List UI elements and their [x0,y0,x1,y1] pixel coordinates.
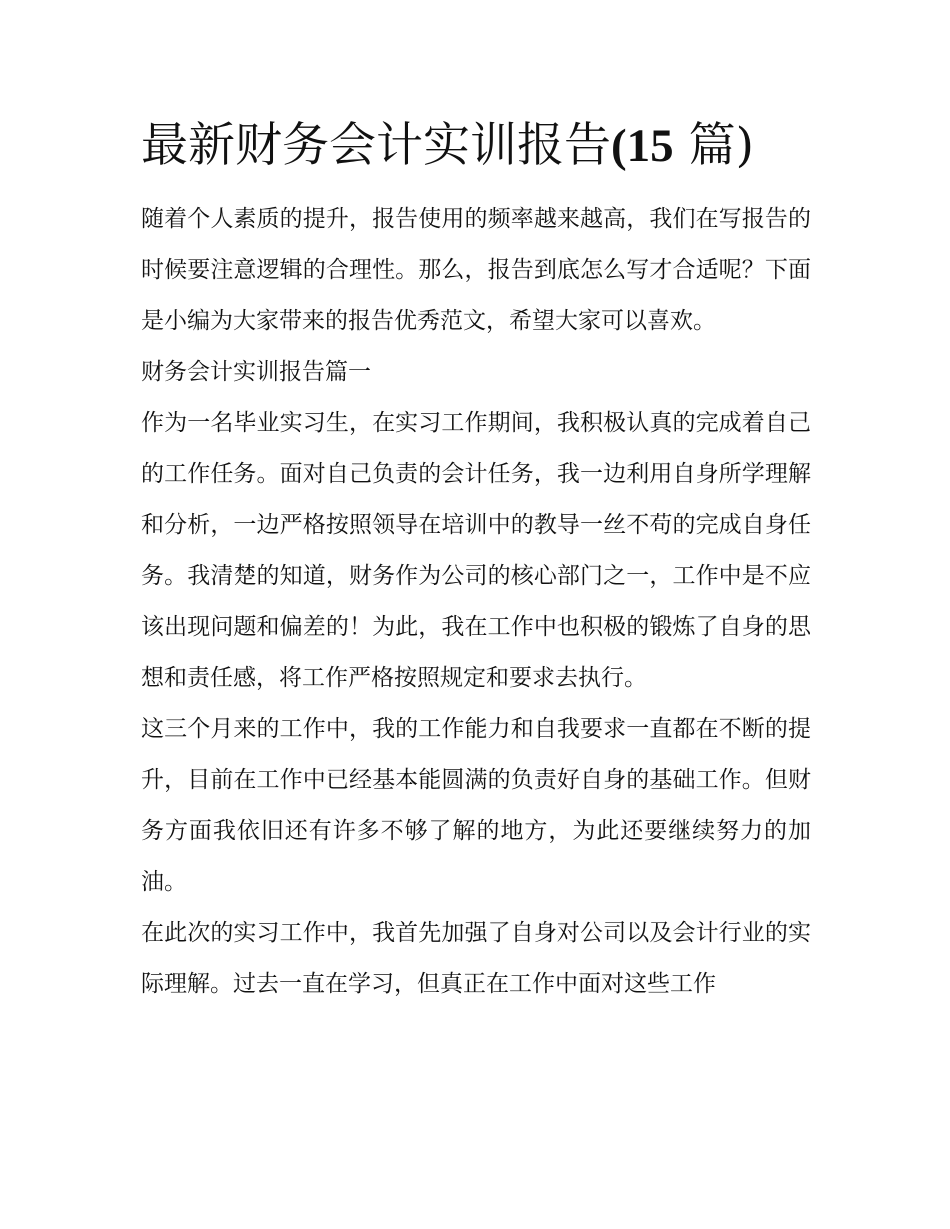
title-text: 最新财务会计实训报告 [141,118,611,173]
body-paragraph: 在此次的实习工作中，我首先加强了自身对公司以及会计行业的实际理解。过去一直在学习，但真正在工作中面对这些工作 [141,920,811,997]
title-count: (15 [611,120,674,172]
section-heading: 财务会计实训报告篇一 [141,359,371,385]
intro-paragraph: 随着个人素质的提升，报告使用的频率越来越高，我们在写报告的时候要注意逻辑的合理性。那么，报告到底怎么写才合适呢？下面是小编为大家带来的报告优秀范文，希望大家可以喜欢。 [141,206,811,334]
document-body [141,112,811,1010]
body-paragraph: 作为一名毕业实习生，在实习工作期间，我积极认真的完成着自己的工作任务。面对自己负责的会计任务，我一边利用自身所学理解和分析，一边严格按照领导在培训中的教导一丝不苟的完成自身任务。我清楚的知道，财务作为公司的核心部门之一，工作中是不应该出现问题和偏差的！为此，我在工作中也积极的锻炼了自身的思想和责任感，将工作严格按照规定和要求去执行。 [141,410,811,691]
body-paragraph: 这三个月来的工作中，我的工作能力和自我要求一直都在不断的提升，目前在工作中已经基本能圆满的负责好自身的基础工作。但财务方面我依旧还有许多不够了解的地方，为此还要继续努力的加油。 [141,716,811,895]
document-title [141,112,811,180]
title-suffix: 篇) [673,118,754,173]
